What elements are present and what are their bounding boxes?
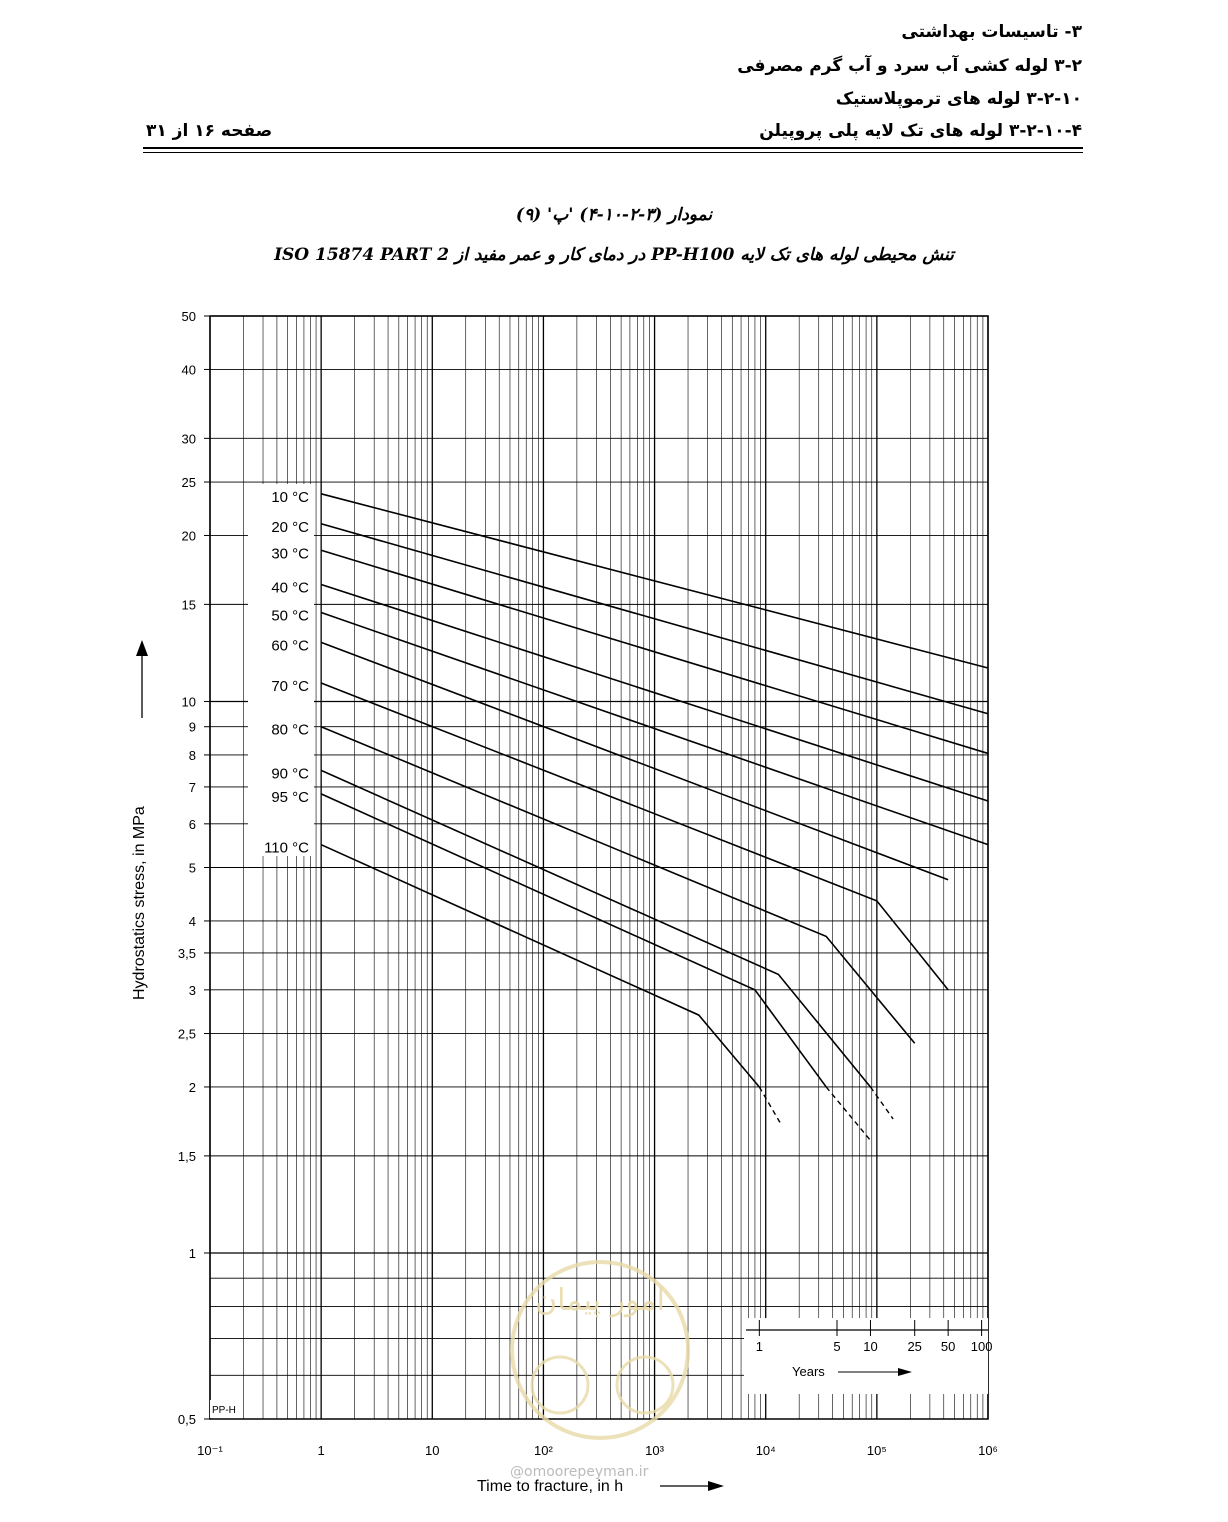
- y-tick-label: 2: [188, 1079, 196, 1095]
- y-tick-label: 40: [181, 362, 196, 378]
- y-tick-label: 2,5: [177, 1026, 196, 1042]
- years-tick-label: 1: [755, 1339, 763, 1354]
- y-tick-label: 6: [188, 816, 196, 832]
- y-tick-label: 8: [188, 747, 196, 763]
- y-tick-label: 0,5: [177, 1412, 196, 1427]
- y-tick-label: 50: [181, 309, 196, 324]
- y-tick-label: 9: [188, 719, 196, 735]
- y-tick-label: 5: [188, 860, 196, 876]
- x-tick-label: 10⁵: [866, 1443, 887, 1458]
- series-label: 70 °C: [271, 678, 309, 696]
- x-tick-label: 10²: [534, 1443, 553, 1458]
- years-tick-label: 10: [863, 1339, 878, 1354]
- header-line-4: ۳-۲-۱۰-۴ لوله های تک لایه پلی پروپیلن: [759, 121, 1082, 141]
- x-axis-arrowhead: [708, 1481, 724, 1491]
- years-tick-label: 50: [940, 1339, 956, 1354]
- page-number: صفحه ۱۶ از ۳۱: [146, 121, 273, 141]
- y-tick-label: 10: [181, 694, 196, 710]
- x-tick-label: 10⁶: [978, 1443, 998, 1458]
- series-label: 30 °C: [271, 545, 309, 563]
- years-tick-label: 100: [970, 1339, 993, 1354]
- series-line: [321, 794, 826, 1087]
- series-label: 90 °C: [271, 765, 309, 783]
- series-label: 10 °C: [271, 488, 309, 506]
- y-tick-label: 15: [181, 597, 196, 613]
- y-axis-arrowhead: [136, 640, 148, 656]
- y-tick-label: 1,5: [177, 1148, 196, 1164]
- years-tick-label: 25: [907, 1339, 922, 1354]
- series-label: 50 °C: [271, 607, 309, 625]
- x-axis-label: Time to fracture, in h: [477, 1478, 624, 1495]
- series-dashed-extension: [759, 1087, 782, 1126]
- y-tick-label: 3: [188, 982, 196, 998]
- y-tick-label: 25: [181, 475, 196, 491]
- x-tick-label: 10³: [645, 1443, 664, 1458]
- y-axis-label: Hydrostatics stress, in MPa: [131, 806, 148, 1000]
- y-tick-label: 1: [188, 1245, 196, 1261]
- x-tick-label: 1: [317, 1443, 325, 1458]
- x-tick-label: 10⁴: [755, 1443, 776, 1458]
- watermark-url: @omoorepeyman.ir: [510, 1464, 649, 1480]
- series-dashed-extension: [870, 1087, 893, 1119]
- x-tick-label: 10: [425, 1443, 440, 1458]
- y-tick-label: 7: [188, 779, 196, 795]
- series-label: 40 °C: [271, 579, 309, 597]
- y-tick-label: 30: [181, 431, 196, 447]
- y-tick-label: 3,5: [177, 945, 196, 961]
- years-tick-label: 5: [833, 1339, 841, 1354]
- y-tick-label: 20: [181, 528, 196, 544]
- watermark-gear: [617, 1357, 673, 1413]
- chart-title: تنش محیطی لوله های تک لایه PP-H100 در دمای کار و عمر مفید از ISO 15874 PART 2: [274, 245, 954, 265]
- header-line-1: ۳- تاسیسات بهداشتی: [901, 22, 1082, 42]
- watermark-seal-text: امور پیمان: [535, 1283, 665, 1318]
- header-line-2: ۳-۲ لوله کشی آب سرد و آب گرم مصرفی: [737, 56, 1082, 76]
- x-tick-label: 10⁻¹: [197, 1443, 223, 1458]
- watermark-gear: [532, 1357, 588, 1413]
- chart-number: نمودار (۳-۲-۱۰-۴) 'پ' (۹): [515, 205, 713, 225]
- years-label: Years: [792, 1364, 825, 1379]
- series-label: 80 °C: [271, 721, 309, 739]
- series-label: 110 °C: [264, 839, 309, 857]
- material-label: PP-H: [212, 1405, 236, 1416]
- y-tick-label: 4: [188, 913, 196, 929]
- series-label: 95 °C: [271, 788, 309, 806]
- series-label: 20 °C: [271, 518, 309, 536]
- header-line-3: ۳-۲-۱۰ لوله های ترموپلاستیک: [835, 89, 1082, 109]
- series-label: 60 °C: [271, 637, 309, 655]
- series-line: [321, 770, 870, 1087]
